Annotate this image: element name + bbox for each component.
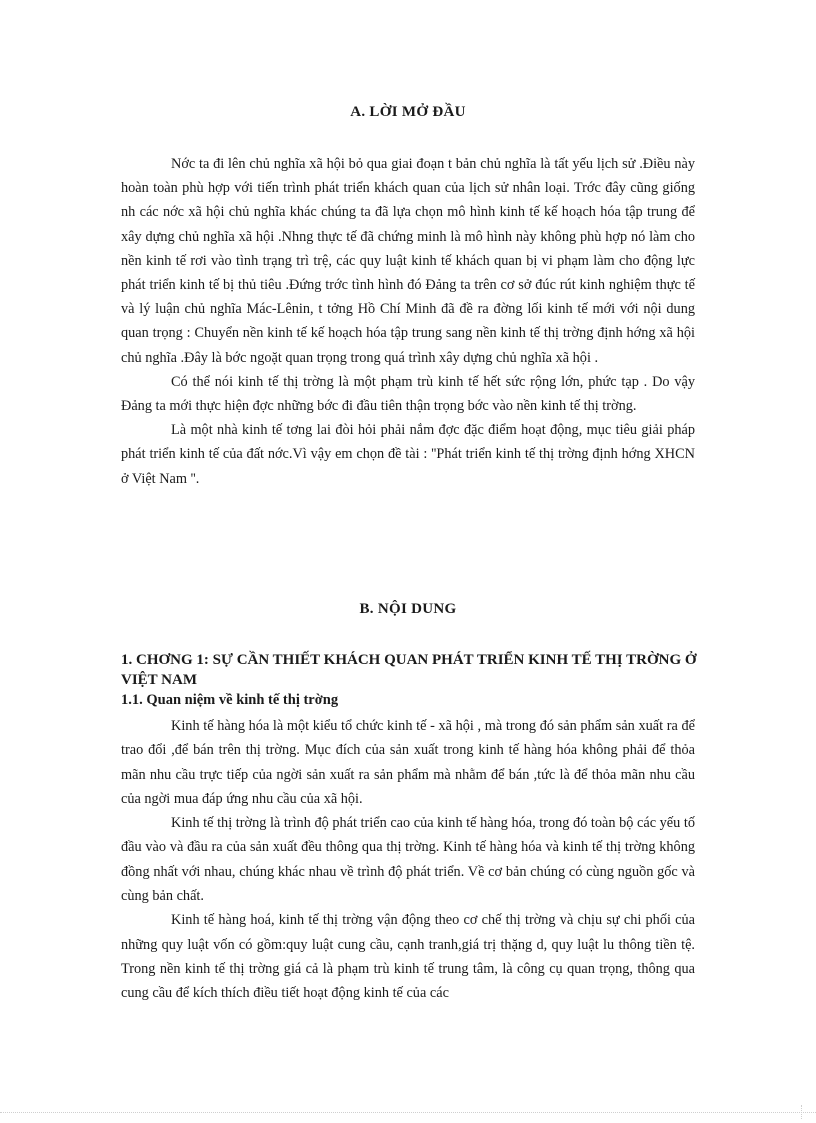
content-heading: B. NỘI DUNG	[359, 601, 457, 617]
intro-paragraph: Có thể nói kinh tế thị trờng là một phạm trù kinh tế hết sức rộng lớn, phức tạp . Do vậy Đảng ta mới thực hiện đợc những bớc đi đầu tiên thận trọng bớc vào nền kinh tế thị trờng.	[121, 373, 695, 415]
chapter-title: 1. CHƠNG 1: SỰ CẦN THIẾT KHÁCH QUAN PHÁT TRIỂN KINH TẾ THỊ TRỜNG Ở VIỆT NAM	[121, 652, 697, 688]
section-title: 1.1. Quan niệm về kinh tế thị trờng	[121, 692, 339, 708]
intro-section	[121, 152, 695, 491]
page-corner-marker	[801, 1105, 802, 1119]
intro-heading: A. LỜI MỞ ĐẦU	[350, 104, 466, 120]
body-paragraph: Kinh tế thị trờng là trình độ phát triển cao của kinh tế hàng hóa, trong đó toàn bộ các yếu tố đầu vào và đầu ra của sản xuất đều thông qua thị trờng. Kinh tế hàng hóa và kinh tế thị trờng không đồng nhất với nhau, chúng khác nhau về trình độ phát triển. Về cơ bản chúng có cùng nguồn gốc và cùng bản chất.	[121, 815, 695, 905]
body-paragraph: Kinh tế hàng hóa là một kiểu tổ chức kinh tế - xã hội , mà trong đó sản phẩm sản xuất ra để trao đổi ,để bán trên thị trờng. Mục đích của sản xuất trong kinh tế hàng hóa không phải để thỏa mãn nhu cầu trực tiếp của ngời sản xuất ra sản phẩm mà nhằm để bán ,tức là để thỏa mãn nhu cầu của ngời mua đáp ứng nhu cầu của xã hội.	[121, 718, 695, 807]
section-body	[121, 714, 695, 1006]
intro-paragraph: Nớc ta đi lên chủ nghĩa xã hội bỏ qua giai đoạn t bản chủ nghĩa là tất yếu lịch sử .Điều này hoàn toàn phù hợp với tiến trình phát triển khách quan của lịch sử nhân loại. Trớc đây cũng giống nh các nớc xã hội chủ nghĩa khác chúng ta đã lựa chọn mô hình kinh tế kế hoạch hóa tập trung để xây dựng chủ nghĩa xã hội .Nhng thực tế đã chứng minh là mô hình này không phù hợp nó làm cho nền kinh tế rơi vào tình trạng trì trệ, các quy luật kinh tế khách quan bị vi phạm làm cho động lực phát triển kinh tế bị thủ tiêu .Đứng trớc tình hình đó Đảng ta trên cơ sở đúc rút kinh nghiệm thực tế và lý luận chủ nghĩa Mác-Lênin, t tởng Hồ Chí Minh đã đề ra đờng lối kinh tế mới với nội dung quan trọng : Chuyển nền kinh tế kế hoạch hóa tập trung sang nền kinh tế thị trờng định hớng xã hội chủ nghĩa .Đây là bớc ngoặt quan trọng trong quá trình xây dựng chủ nghĩa xã hội .	[121, 156, 695, 366]
page-bottom-border	[0, 1112, 816, 1113]
intro-paragraph: Là một nhà kinh tế tơng lai đòi hỏi phải nắm đợc đặc điểm hoạt động, mục tiêu giải pháp phát triển kinh tế của đất nớc.Vì vậy em chọn đề tài : ''Phát triển kinh tế thị trờng định hớng XHCN ở Việt Nam ''.	[121, 422, 695, 487]
body-paragraph: Kinh tế hàng hoá, kinh tế thị trờng vận động theo cơ chế thị trờng và chịu sự chi phối của những quy luật vốn có gồm:quy luật cung cầu, cạnh tranh,giá trị thặng d, quy luật lu thông tiền tệ. Trong nền kinh tế thị trờng giá cả là phạm trù kinh tế trung tâm, là công cụ quan trọng, thông qua cung cầu để kích thích điều tiết hoạt động kinh tế của các	[121, 912, 695, 1002]
